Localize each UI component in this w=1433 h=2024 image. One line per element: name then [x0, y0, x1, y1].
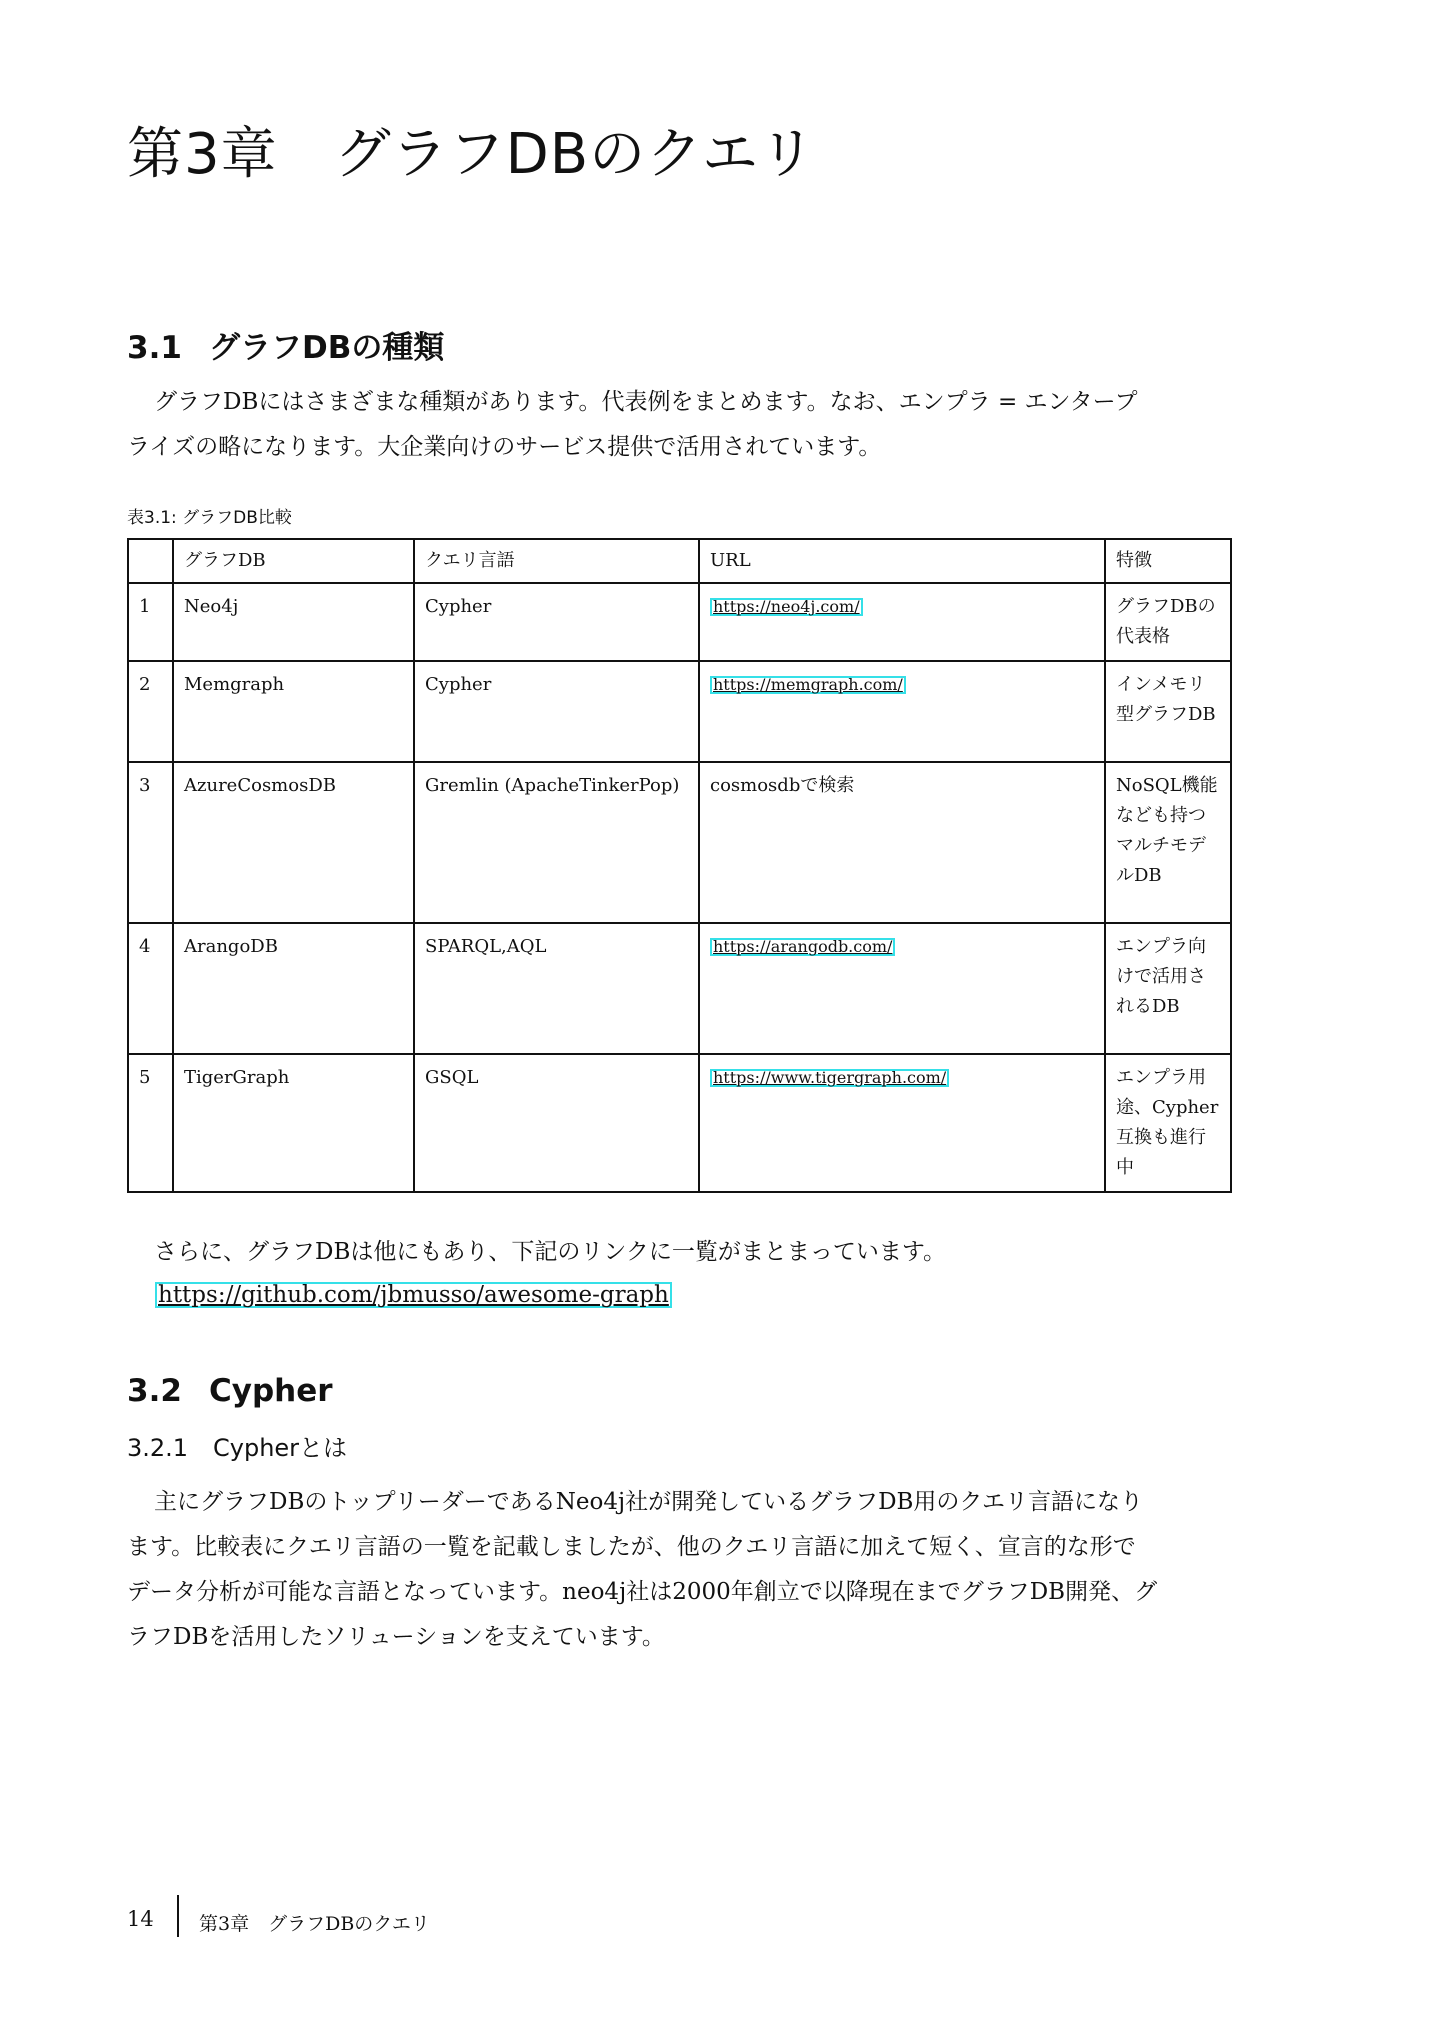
cell-index: 4 [128, 923, 173, 1054]
subsection-heading-3-2-1 [127, 1428, 347, 1463]
cell-lang: Cypher [414, 583, 699, 661]
url-link[interactable]: https://memgraph.com/ [710, 676, 906, 694]
table-row [128, 762, 1231, 923]
footer-divider [177, 1895, 179, 1937]
cell-db: Memgraph [173, 661, 414, 762]
paragraph-line: データ分析が可能な言語となっています。neo4j社は2000年創立で以降現在までグラフDB開発、グ [127, 1579, 1158, 1605]
header-cell-db: グラフDB [173, 539, 414, 583]
paragraph-line: ます。比較表にクエリ言語の一覧を記載しましたが、他のクエリ言語に加えて短く、宣言的な形で [127, 1534, 1136, 1560]
paragraph-line: 主にグラフDBのトップリーダーであるNeo4j社が開発しているグラフDB用のクエリ言語になり [154, 1489, 1143, 1515]
header-cell-url: URL [699, 539, 1105, 583]
table-row [128, 583, 1231, 661]
url-link[interactable]: https://neo4j.com/ [710, 598, 863, 616]
cypher-paragraph [127, 1480, 1227, 1660]
comparison-table [127, 538, 1232, 1193]
section-heading-3-2 [127, 1373, 333, 1409]
cell-feature: エンプラ用途、Cypher互換も進行中 [1105, 1054, 1231, 1192]
subsection-number: 3.2.1 [127, 1434, 189, 1462]
header-cell-lang: クエリ言語 [414, 539, 699, 583]
cell-feature: インメモリ型グラフDB [1105, 661, 1231, 762]
cell-url: cosmosdbで検索 [699, 762, 1105, 923]
cell-feature: NoSQL機能なども持つマルチモデルDB [1105, 762, 1231, 923]
cell-url [699, 1054, 1105, 1192]
paragraph-line: グラフDBにはさまざまな種類があります。代表例をまとめます。なお、エンプラ = エンタープ [154, 389, 1138, 415]
cell-feature: グラフDBの代表格 [1105, 583, 1231, 661]
cell-lang: Cypher [414, 661, 699, 762]
cell-lang: GSQL [414, 1054, 699, 1192]
url-link[interactable]: https://www.tigergraph.com/ [710, 1069, 949, 1087]
cell-index: 5 [128, 1054, 173, 1192]
cell-db: AzureCosmosDB [173, 762, 414, 923]
cell-url [699, 923, 1105, 1054]
section-heading-3-1 [127, 322, 444, 367]
after-table-paragraph [127, 1230, 1227, 1275]
cell-url [699, 661, 1105, 762]
cell-index: 3 [128, 762, 173, 923]
table-row [128, 661, 1231, 762]
section-title: グラフDBの種類 [209, 330, 445, 366]
section-number: 3.2 [127, 1373, 182, 1409]
table-header-row [128, 539, 1231, 583]
subsection-title: Cypherとは [213, 1434, 348, 1462]
cell-feature: エンプラ向けで活用されるDB [1105, 923, 1231, 1054]
awesome-graph-link[interactable]: https://github.com/jbmusso/awesome-graph [155, 1282, 672, 1308]
table-row [128, 923, 1231, 1054]
cell-db: Neo4j [173, 583, 414, 661]
header-cell-index [128, 539, 173, 583]
cell-db: ArangoDB [173, 923, 414, 1054]
cell-db: TigerGraph [173, 1054, 414, 1192]
table-caption: 表3.1: グラフDB比較 [127, 508, 292, 528]
header-cell-feature: 特徴 [1105, 539, 1231, 583]
cell-url [699, 583, 1105, 661]
section-number: 3.1 [127, 330, 182, 366]
section-intro-paragraph [127, 380, 1227, 470]
paragraph-line: ラフDBを活用したソリューションを支えています。 [127, 1624, 665, 1650]
cell-index: 1 [128, 583, 173, 661]
table-row [128, 1054, 1231, 1192]
url-link[interactable]: https://arangodb.com/ [710, 938, 895, 956]
running-head: 第3章 グラフDBのクエリ [199, 1913, 430, 1935]
paragraph-line: ライズの略になります。大企業向けのサービス提供で活用されています。 [127, 434, 882, 460]
cell-index: 2 [128, 661, 173, 762]
section-title: Cypher [209, 1373, 333, 1409]
cell-lang: SPARQL,AQL [414, 923, 699, 1054]
chapter-title: 第3章 グラフDBのクエリ [127, 122, 817, 187]
page-number: 14 [127, 1907, 154, 1931]
cell-lang: Gremlin (ApacheTinkerPop) [414, 762, 699, 923]
paragraph-line: さらに、グラフDBは他にもあり、下記のリンクに一覧がまとまっています。 [154, 1239, 947, 1265]
